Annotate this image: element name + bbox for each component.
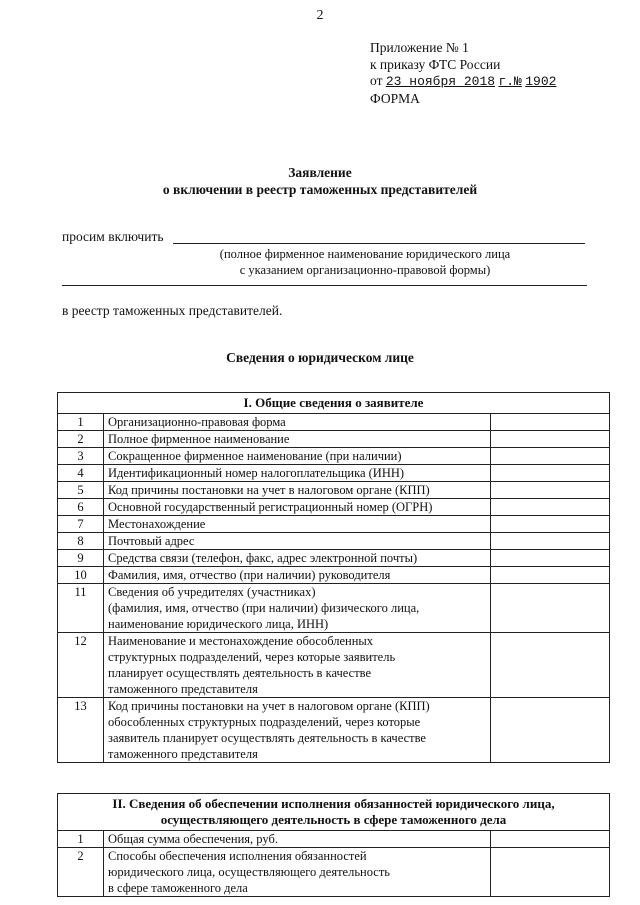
row-value-cell[interactable] xyxy=(491,465,610,482)
name-fill-line-2[interactable] xyxy=(62,285,587,286)
name-hint xyxy=(140,246,590,278)
row-value-cell[interactable] xyxy=(491,831,610,848)
table-row xyxy=(58,584,610,633)
appendix-date xyxy=(370,73,556,91)
row-description-line: Полное фирменное наименование xyxy=(108,432,290,446)
row-number: 1 xyxy=(58,414,104,431)
date-suffix: г.№ xyxy=(498,74,522,89)
row-value-cell[interactable] xyxy=(491,431,610,448)
row-description xyxy=(104,448,491,465)
row-description-line: Общая сумма обеспечения, руб. xyxy=(108,832,278,846)
row-description-line: Идентификационный номер налогоплательщика (ИНН) xyxy=(108,466,405,480)
hint-line1: (полное фирменное наименование юридического лица xyxy=(219,247,511,261)
row-number: 10 xyxy=(58,567,104,584)
row-description-line: Фамилия, имя, отчество (при наличии) руководителя xyxy=(108,568,391,582)
row-number: 3 xyxy=(58,448,104,465)
table-row xyxy=(58,533,610,550)
row-description xyxy=(104,567,491,584)
general-info-table xyxy=(57,392,610,763)
row-description-line: таможенного представителя xyxy=(108,682,258,696)
row-description xyxy=(104,533,491,550)
section2-heading-line2: осуществляющего деятельность в сфере таможенного дела xyxy=(160,812,507,827)
row-description-line: Почтовый адрес xyxy=(108,534,195,548)
section-title: Сведения о юридическом лице xyxy=(226,350,414,365)
row-number: 6 xyxy=(58,499,104,516)
table-row xyxy=(58,414,610,431)
row-description xyxy=(104,848,491,897)
row-value-cell[interactable] xyxy=(491,533,610,550)
request-label: просим включить xyxy=(62,229,164,244)
row-description-line: Сведения об учредителях (участниках) xyxy=(108,585,316,599)
appendix-block xyxy=(370,40,556,107)
row-number: 4 xyxy=(58,465,104,482)
row-description-line: Код причины постановки на учет в налоговом органе (КПП) xyxy=(108,699,430,713)
row-number: 13 xyxy=(58,698,104,763)
row-description xyxy=(104,482,491,499)
row-description-line: заявитель планирует осуществлять деятельность в качестве xyxy=(108,731,426,745)
name-fill-line[interactable] xyxy=(173,243,585,244)
row-description-line: наименование юридического лица, ИНН) xyxy=(108,617,329,631)
section1-heading: I. Общие сведения о заявителе xyxy=(58,393,610,414)
row-value-cell[interactable] xyxy=(491,499,610,516)
row-description-line: Сокращенное фирменное наименование (при наличии) xyxy=(108,449,402,463)
row-description xyxy=(104,584,491,633)
row-number: 7 xyxy=(58,516,104,533)
row-number: 5 xyxy=(58,482,104,499)
row-description xyxy=(104,499,491,516)
table-row xyxy=(58,516,610,533)
section2-heading-line1: II. Сведения об обеспечении исполнения обязанностей юридического лица, xyxy=(112,796,555,811)
row-number: 11 xyxy=(58,584,104,633)
row-description-line: в сфере таможенного дела xyxy=(108,881,248,895)
row-value-cell[interactable] xyxy=(491,550,610,567)
row-value-cell[interactable] xyxy=(491,516,610,533)
row-description-line: Местонахождение xyxy=(108,517,206,531)
row-description-line: планирует осуществлять деятельность в качестве xyxy=(108,666,372,680)
table-row xyxy=(58,550,610,567)
date-value: 23 ноября 2018 xyxy=(385,74,496,89)
row-number: 8 xyxy=(58,533,104,550)
row-description xyxy=(104,831,491,848)
registry-text: в реестр таможенных представителей. xyxy=(62,303,283,318)
table-row xyxy=(58,633,610,698)
section2-heading xyxy=(58,794,610,831)
row-description xyxy=(104,633,491,698)
row-description-line: обособленных структурных подразделений, через которые xyxy=(108,715,421,729)
row-description xyxy=(104,431,491,448)
row-description xyxy=(104,698,491,763)
title-line2: о включении в реестр таможенных представителей xyxy=(162,182,478,197)
table-row xyxy=(58,448,610,465)
row-value-cell[interactable] xyxy=(491,448,610,465)
row-number: 9 xyxy=(58,550,104,567)
date-prefix: от xyxy=(370,73,383,88)
form-label: ФОРМА xyxy=(370,90,420,106)
row-value-cell[interactable] xyxy=(491,584,610,633)
title-line1: Заявление xyxy=(288,165,352,180)
row-description-line: структурных подразделений, через которые заявитель xyxy=(108,650,396,664)
row-description-line: (фамилия, имя, отчество (при наличии) физического лица, xyxy=(108,601,420,615)
row-description-line: Способы обеспечения исполнения обязанностей xyxy=(108,849,367,863)
hint-line2: с указанием организационно-правовой формы) xyxy=(239,263,491,277)
appendix-line1: Приложение № 1 xyxy=(370,40,469,55)
row-description xyxy=(104,465,491,482)
row-number: 2 xyxy=(58,848,104,897)
row-value-cell[interactable] xyxy=(491,567,610,584)
row-value-cell[interactable] xyxy=(491,482,610,499)
row-description-line: таможенного представителя xyxy=(108,747,258,761)
table-row xyxy=(58,499,610,516)
row-description-line: юридического лица, осуществляющего деятельность xyxy=(108,865,391,879)
table-row xyxy=(58,431,610,448)
appendix-line2: к приказу ФТС России xyxy=(370,56,501,72)
row-description-line: Наименование и местонахождение обособленных xyxy=(108,634,374,648)
row-value-cell[interactable] xyxy=(491,848,610,897)
table-row xyxy=(58,698,610,763)
page-number: 2 xyxy=(316,8,324,23)
table-row xyxy=(58,567,610,584)
row-value-cell[interactable] xyxy=(491,633,610,698)
row-description-line: Основной государственный регистрационный номер (ОГРН) xyxy=(108,500,433,514)
security-info-table xyxy=(57,793,610,897)
row-description xyxy=(104,550,491,567)
row-description-line: Код причины постановки на учет в налоговом органе (КПП) xyxy=(108,483,430,497)
row-description xyxy=(104,516,491,533)
table-row xyxy=(58,465,610,482)
table-row xyxy=(58,831,610,848)
section1-heading-row xyxy=(58,393,610,414)
document-title xyxy=(0,164,640,198)
row-description-line: Средства связи (телефон, факс, адрес электронной почты) xyxy=(108,551,418,565)
table-row xyxy=(58,848,610,897)
row-description-line: Организационно-правовая форма xyxy=(108,415,286,429)
row-value-cell[interactable] xyxy=(491,698,610,763)
table-row xyxy=(58,482,610,499)
row-number: 1 xyxy=(58,831,104,848)
section2-heading-row xyxy=(58,794,610,831)
order-number: 1902 xyxy=(525,74,557,89)
row-value-cell[interactable] xyxy=(491,414,610,431)
row-description xyxy=(104,414,491,431)
row-number: 2 xyxy=(58,431,104,448)
row-number: 12 xyxy=(58,633,104,698)
